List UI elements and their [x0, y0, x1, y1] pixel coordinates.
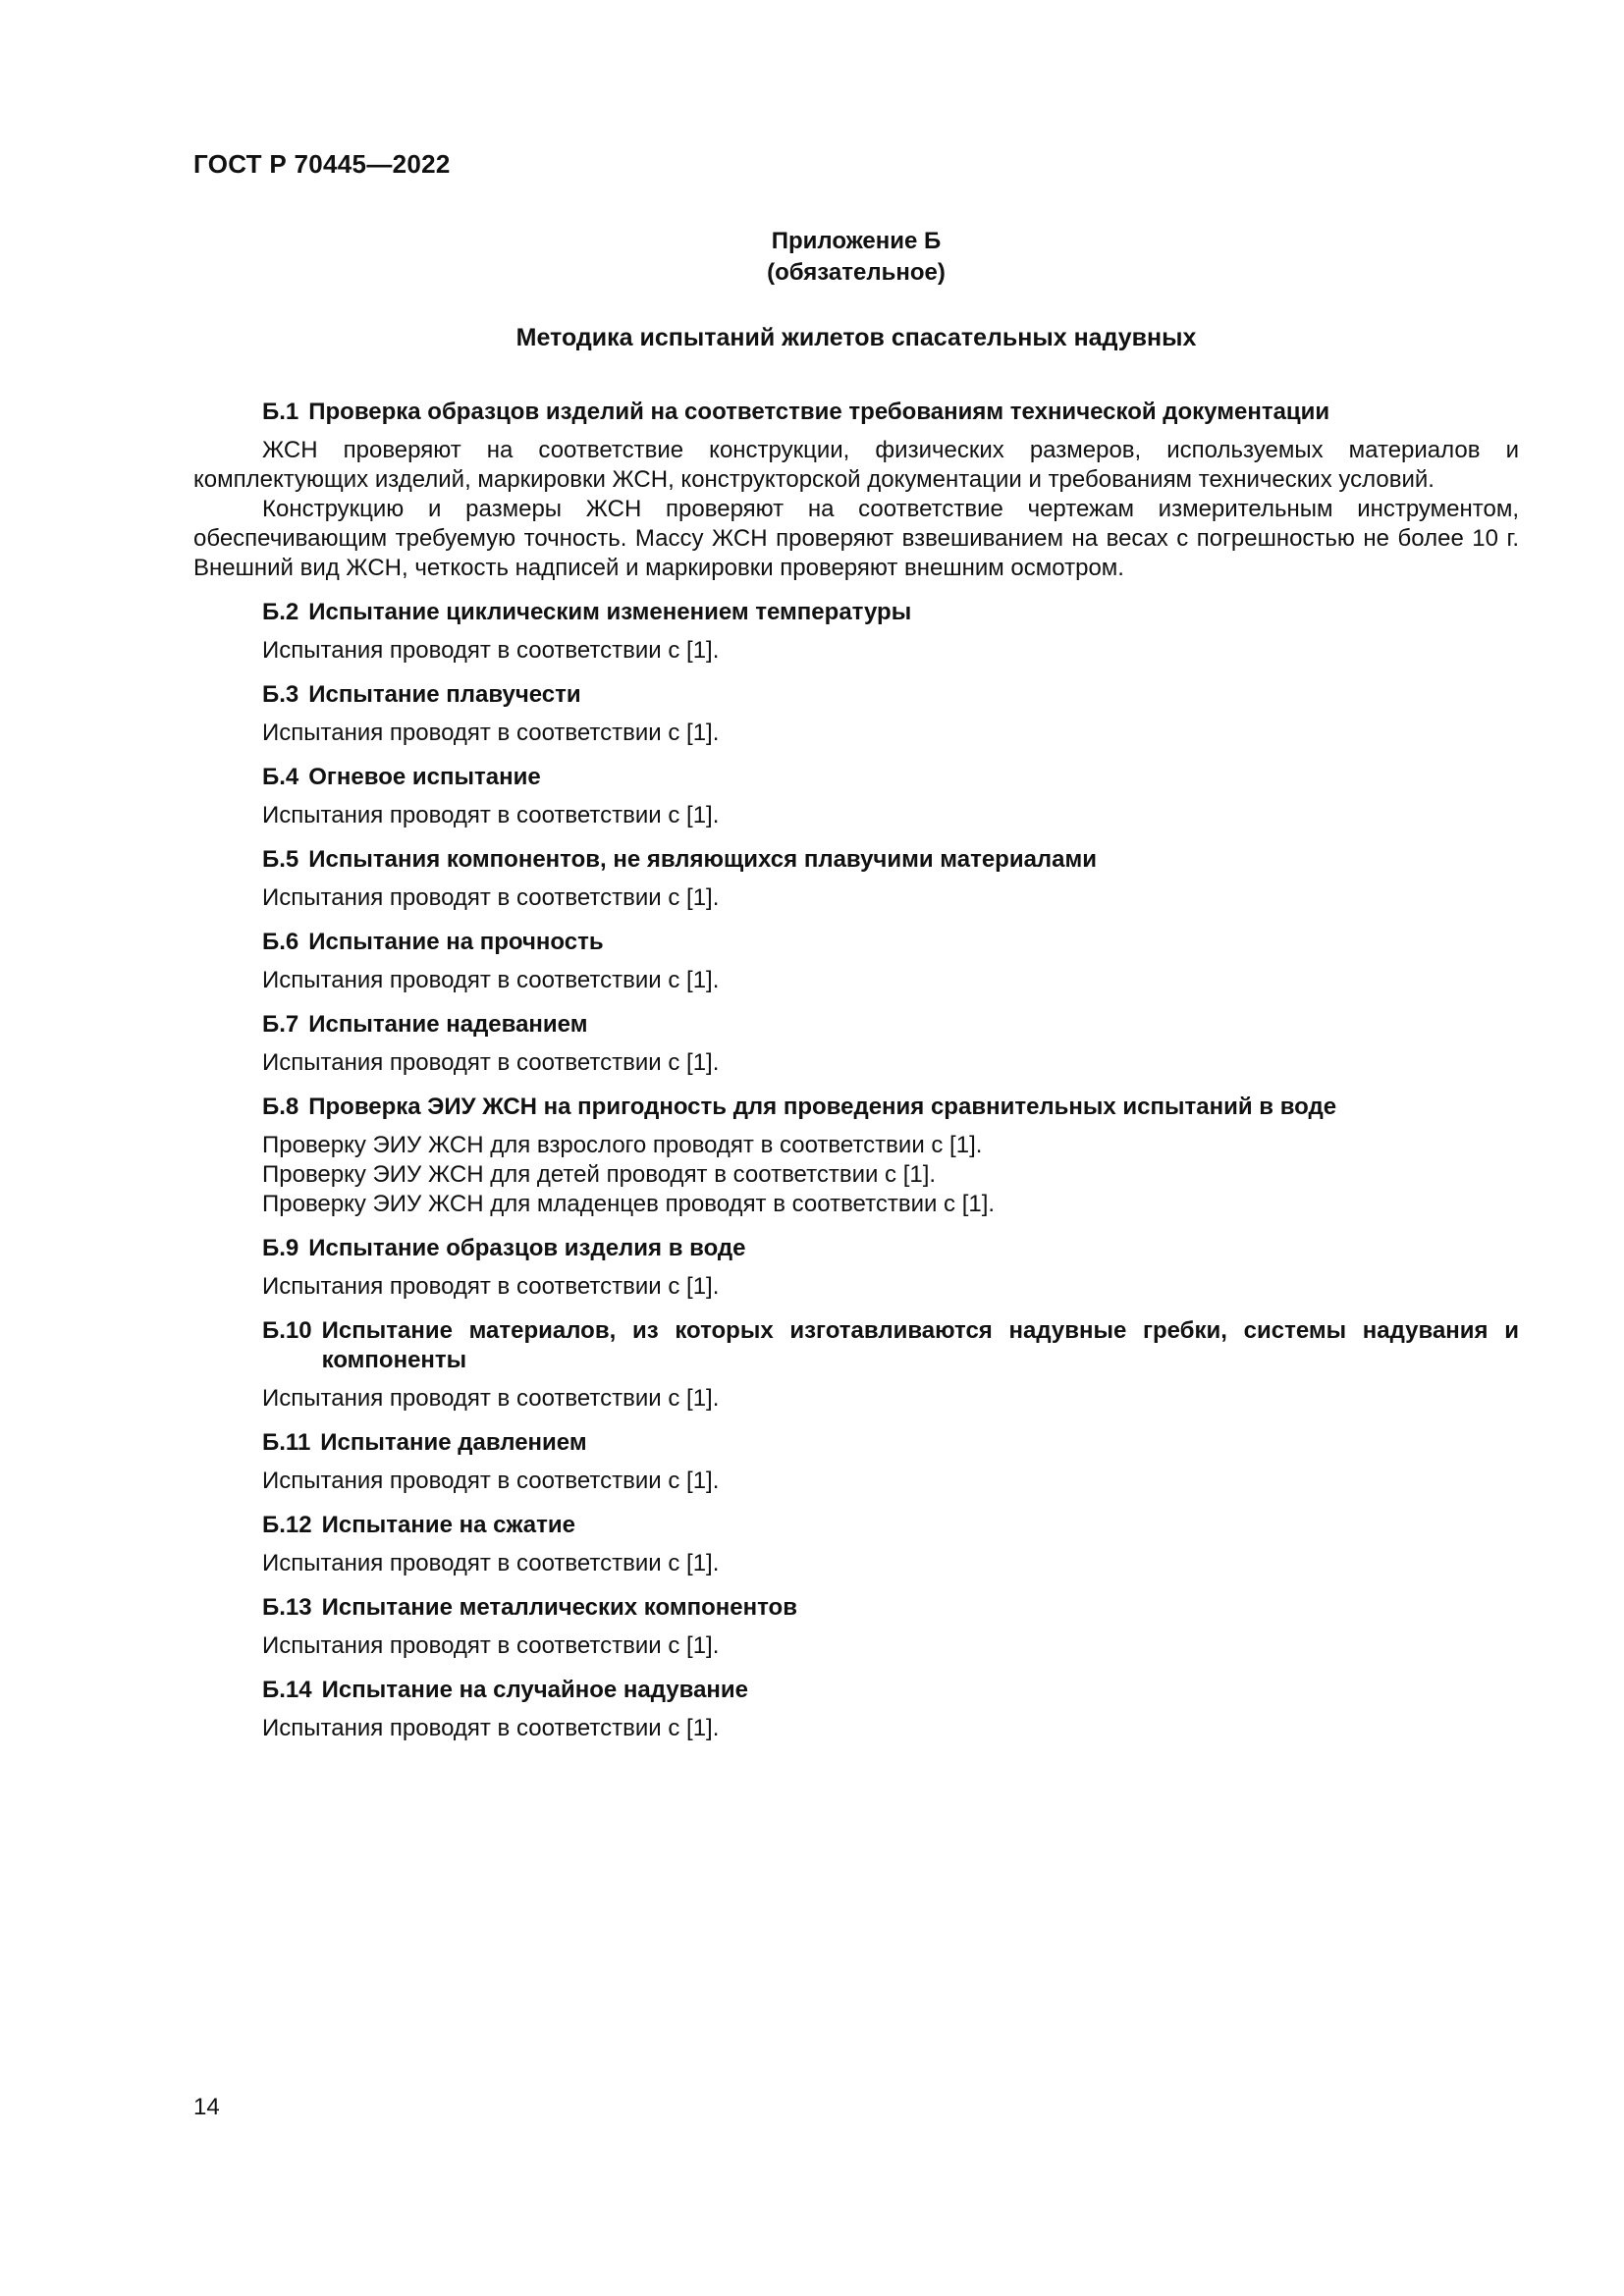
- section-title: Испытание плавучести: [308, 681, 581, 708]
- section-number: Б.12: [262, 1512, 312, 1538]
- section-heading: [193, 598, 1519, 627]
- appendix-status: (обязательное): [767, 259, 946, 286]
- section-b9: [193, 1234, 1519, 1302]
- section-heading: [193, 1511, 1519, 1540]
- section-heading: [193, 1093, 1519, 1122]
- section-b11: [193, 1428, 1519, 1496]
- section-number: Б.14: [262, 1677, 312, 1703]
- section-title: Испытание материалов, из которых изготавливаются надувные гребки, системы надувания и компоненты: [321, 1317, 1519, 1373]
- section-heading: [193, 398, 1519, 427]
- section-text: Испытания проводят в соответствии с [1].: [262, 802, 720, 828]
- section-heading: [193, 1676, 1519, 1705]
- section-text: Испытания проводят в соответствии с [1].: [262, 967, 720, 993]
- section-title: Испытание металлических компонентов: [321, 1594, 797, 1621]
- section-b2: [193, 598, 1519, 666]
- section-title: Испытание надеванием: [308, 1011, 588, 1038]
- section-text: Проверку ЭИУ ЖСН для младенцев проводят в соответствии с [1].: [262, 1191, 996, 1217]
- section-title: Проверка образцов изделий на соответствие требованиям технической документации: [308, 399, 1330, 425]
- section-text: Испытания проводят в соответствии с [1].: [262, 1468, 720, 1494]
- section-heading: [193, 1234, 1519, 1263]
- section-heading: [193, 1316, 1519, 1375]
- section-b4: [193, 763, 1519, 830]
- section-number: Б.8: [262, 1094, 299, 1120]
- section-number: Б.5: [262, 846, 299, 873]
- section-text: Испытания проводят в соответствии с [1].: [262, 1273, 720, 1300]
- section-text: Испытания проводят в соответствии с [1].: [262, 1632, 720, 1659]
- appendix-heading: [193, 226, 1519, 353]
- section-text: Проверку ЭИУ ЖСН для детей проводят в соответствии с [1].: [262, 1161, 937, 1188]
- section-b7: [193, 1010, 1519, 1078]
- section-heading: [193, 1593, 1519, 1623]
- section-text: Испытания проводят в соответствии с [1].: [262, 1385, 720, 1412]
- section-number: Б.6: [262, 929, 299, 955]
- section-b5: [193, 845, 1519, 913]
- section-b14: [193, 1676, 1519, 1743]
- section-text: Испытания проводят в соответствии с [1].: [262, 884, 720, 911]
- section-heading: [193, 928, 1519, 957]
- section-number: Б.7: [262, 1011, 299, 1038]
- section-b10: [193, 1316, 1519, 1414]
- section-title: Испытание давлением: [320, 1429, 587, 1456]
- section-text: Проверку ЭИУ ЖСН для взрослого проводят в соответствии с [1].: [262, 1132, 983, 1158]
- section-number: Б.9: [262, 1235, 299, 1261]
- document-body: [193, 398, 1519, 1758]
- section-title: Испытание на случайное надувание: [321, 1677, 749, 1703]
- section-number: Б.10: [262, 1317, 312, 1344]
- section-number: Б.2: [262, 599, 299, 625]
- section-title: Испытания компонентов, не являющихся плавучими материалами: [308, 846, 1098, 873]
- section-heading: [193, 763, 1519, 792]
- section-heading: [193, 1010, 1519, 1040]
- section-b13: [193, 1593, 1519, 1661]
- section-title: Проверка ЭИУ ЖСН на пригодность для проведения сравнительных испытаний в воде: [308, 1094, 1337, 1120]
- section-number: Б.1: [262, 399, 299, 425]
- section-title: Испытание на сжатие: [321, 1512, 575, 1538]
- section-number: Б.11: [262, 1429, 311, 1456]
- section-text: Испытания проводят в соответствии с [1].: [262, 637, 720, 664]
- page-number: 14: [193, 2094, 220, 2120]
- section-paragraph: Конструкцию и размеры ЖСН проверяют на соответствие чертежам измерительным инструментом, обеспечивающим требуемую точность. Массу ЖСН проверяют взвешиванием на весах с погрешностью не более 10 г. Внешний вид ЖСН, четкость надписей и маркировки проверяют внешним осмотром.: [193, 496, 1519, 581]
- method-title: Методика испытаний жилетов спасательных надувных: [515, 324, 1197, 351]
- section-text: Испытания проводят в соответствии с [1].: [262, 1049, 720, 1076]
- section-b1: [193, 398, 1519, 583]
- section-text: Испытания проводят в соответствии с [1].: [262, 720, 720, 746]
- document-header: ГОСТ Р 70445—2022: [193, 149, 451, 179]
- section-number: Б.13: [262, 1594, 312, 1621]
- appendix-title: Приложение Б: [771, 228, 942, 254]
- section-b3: [193, 680, 1519, 748]
- section-b6: [193, 928, 1519, 995]
- section-title: Огневое испытание: [308, 764, 541, 790]
- section-heading: [193, 680, 1519, 710]
- section-b8: [193, 1093, 1519, 1219]
- section-text: Испытания проводят в соответствии с [1].: [262, 1715, 720, 1741]
- section-text: Испытания проводят в соответствии с [1].: [262, 1550, 720, 1576]
- section-title: Испытание циклическим изменением температуры: [308, 599, 912, 625]
- section-number: Б.4: [262, 764, 299, 790]
- section-number: Б.3: [262, 681, 299, 708]
- section-heading: [193, 845, 1519, 875]
- section-b12: [193, 1511, 1519, 1578]
- section-heading: [193, 1428, 1519, 1458]
- section-paragraph: ЖСН проверяют на соответствие конструкции, физических размеров, используемых материалов и комплектующих изделий, маркировки ЖСН, конструкторской документации и требованиям технических условий.: [193, 437, 1519, 493]
- section-title: Испытание образцов изделия в воде: [308, 1235, 746, 1261]
- section-title: Испытание на прочность: [308, 929, 604, 955]
